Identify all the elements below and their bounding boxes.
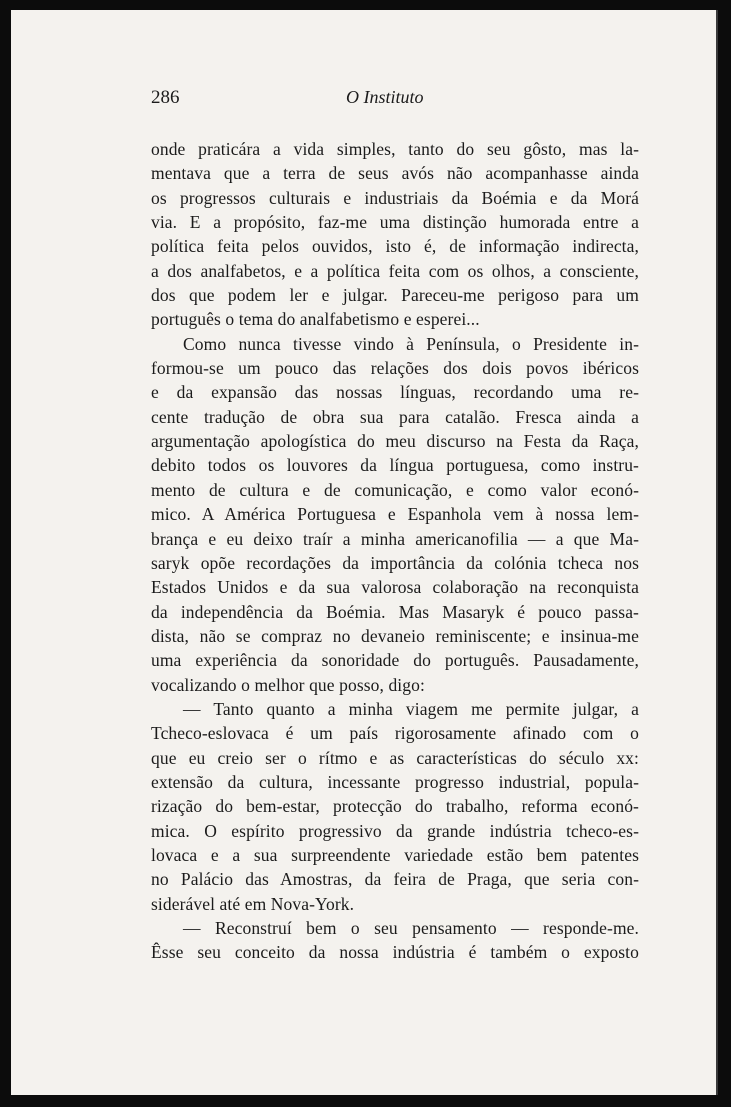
book-page [11, 10, 718, 1095]
text-line: via. E a propósito, faz-me uma distinção humorada entre a [151, 212, 639, 233]
text-line: política feita pelos ouvidos, isto é, de informação indirecta, [151, 236, 639, 257]
text-line: mentava que a terra de seus avós não acompanhasse ainda [151, 163, 639, 184]
text-line: Estados Unidos e da sua valorosa colaboração na reconquista [151, 577, 639, 598]
text-line: extensão da cultura, incessante progresso industrial, popula- [151, 771, 639, 792]
text-line: mento de cultura e de comunicação, e como valor econó- [151, 479, 639, 500]
body-text [151, 137, 639, 965]
text-line: brança e eu deixo traír a minha americanofilia — a que Ma- [151, 528, 639, 549]
running-title: O Instituto [346, 87, 424, 107]
text-line: vocalizando o melhor que posso, digo: [151, 674, 425, 695]
text-line: siderável até em Nova-York. [151, 893, 355, 914]
text-line: mico. A América Portuguesa e Espanhola vem à nossa lem- [151, 504, 639, 525]
text-line: no Palácio das Amostras, da feira de Praga, que seria con- [151, 869, 639, 890]
text-line: onde praticára a vida simples, tanto do seu gôsto, mas la- [151, 139, 639, 159]
page-number: 286 [151, 87, 180, 108]
text-line: formou-se um pouco das relações dos dois povos ibéricos [151, 358, 639, 379]
text-line: saryk opõe recordações da importância da colónia tcheca nos [151, 552, 639, 573]
text-line: que eu creio ser o rítmo e as características do século xx: [151, 747, 639, 768]
text-line: Como nunca tivesse vindo à Península, o Presidente in- [183, 333, 639, 354]
text-line: dos que podem ler e julgar. Pareceu-me perigoso para um [151, 285, 639, 306]
text-line: Tcheco-eslovaca é um país rigorosamente afinado com o [151, 723, 639, 744]
text-line: e da expansão das nossas línguas, recordando uma re- [151, 382, 639, 403]
text-line: rização do bem-estar, protecção do trabalho, reforma econó- [151, 796, 639, 817]
text-line: — Reconstruí bem o seu pensamento — responde-me. [183, 918, 639, 938]
text-line: dista, não se compraz no devaneio reminiscente; e insinua-me [151, 625, 639, 646]
text-line: cente tradução de obra sua para catalão. Fresca ainda a [151, 406, 639, 427]
text-line: debito todos os louvores da língua portuguesa, como instru- [151, 455, 639, 476]
text-line: lovaca e a sua surpreendente variedade estão bem patentes [151, 844, 639, 865]
text-line: a dos analfabetos, e a política feita com os olhos, a consciente, [151, 260, 639, 281]
text-line: português o tema do analfabetismo e esperei... [151, 309, 480, 330]
text-line: uma experiência da sonoridade do português. Pausadamente, [151, 650, 639, 671]
text-line: da independência da Boémia. Mas Masaryk é pouco passa- [151, 601, 639, 622]
text-line: argumentação apologística do meu discurso na Festa da Raça, [151, 431, 639, 452]
text-line: — Tanto quanto a minha viagem me permite julgar, a [183, 698, 639, 719]
text-line: mica. O espírito progressivo da grande indústria tcheco-es- [151, 820, 639, 841]
text-line: os progressos culturais e industriais da Boémia e da Morá [151, 187, 639, 208]
page-header [151, 87, 631, 113]
text-line: Êsse seu conceito da nossa indústria é também o exposto [151, 942, 639, 963]
